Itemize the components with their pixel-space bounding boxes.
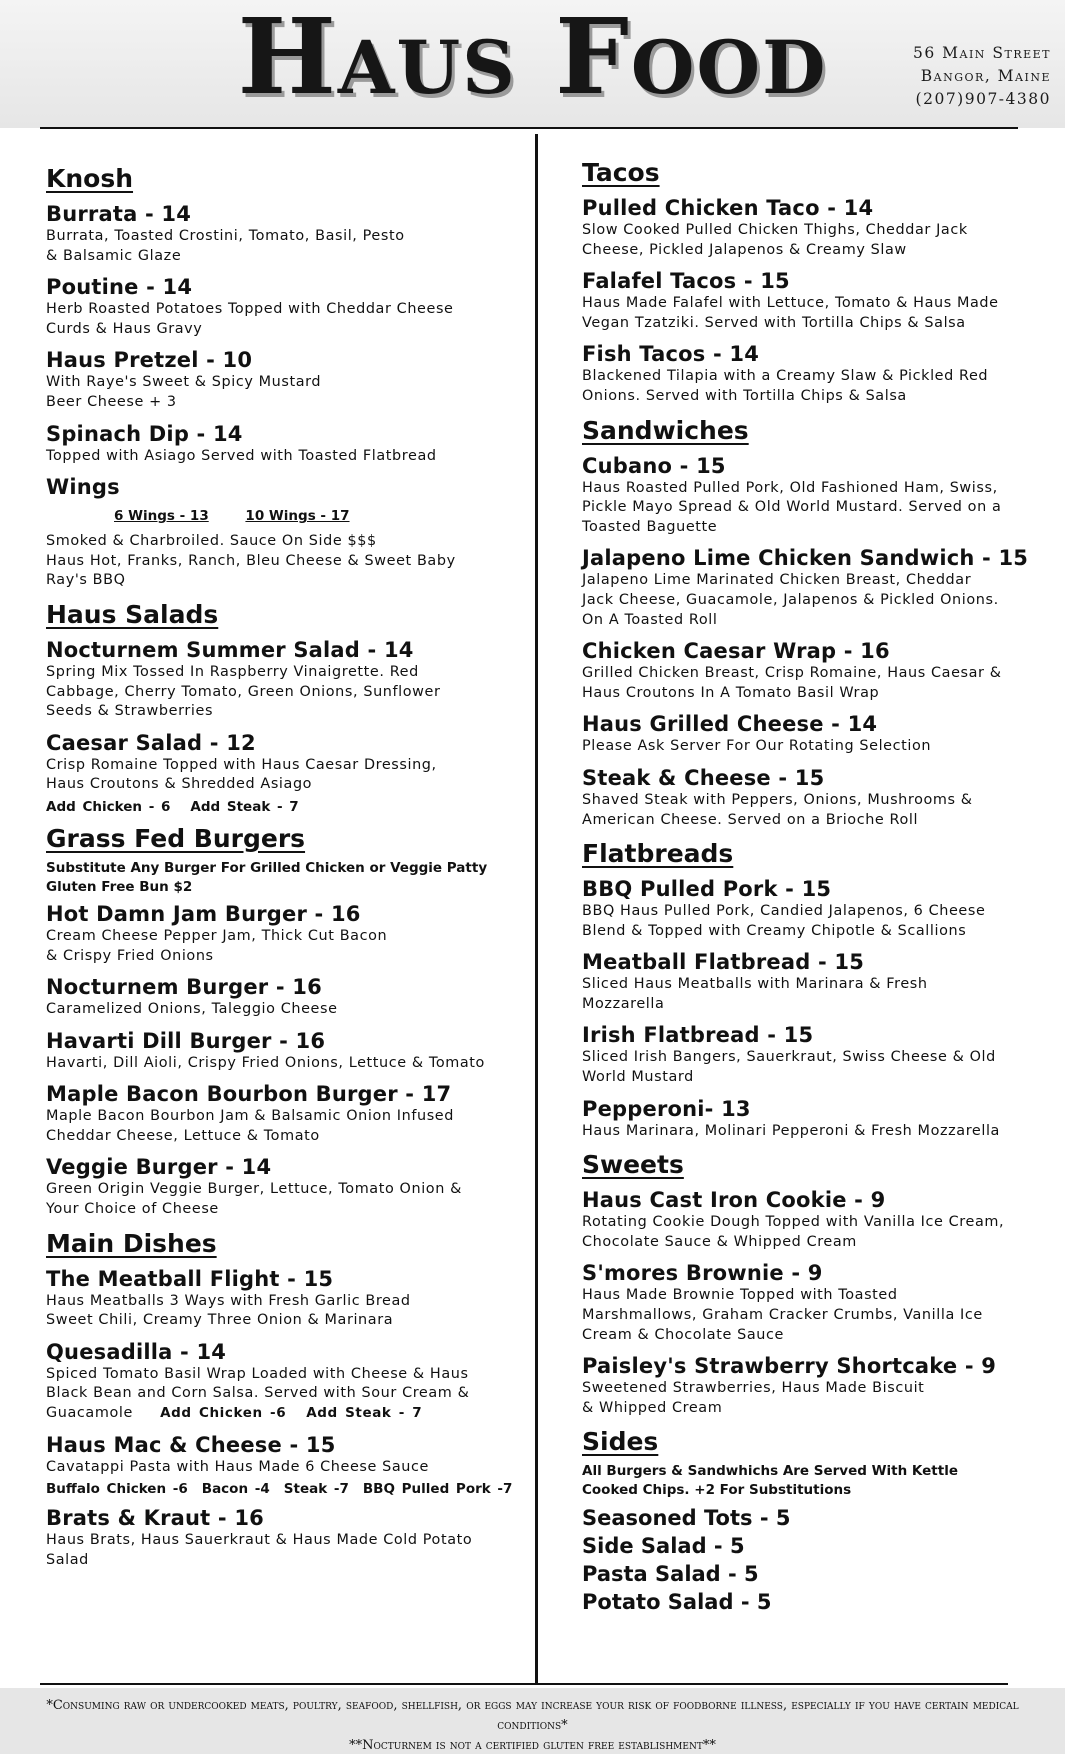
section-tacos (582, 157, 1052, 407)
section-heading: Sweets (582, 1150, 684, 1180)
item-desc: Please Ask Server For Our Rotating Selection (582, 738, 932, 755)
item-desc: With Raye's Sweet & Spicy Mustard Beer Cheese + 3 (46, 374, 322, 410)
item-desc: Cream Cheese Pepper Jam, Thick Cut Bacon & Crispy Fried Onions (46, 927, 388, 964)
menu-item (582, 711, 1052, 757)
section-heading: Grass Fed Burgers (46, 823, 306, 853)
burger-note: Substitute Any Burger For Grilled Chicken or Veggie Patty Gluten Free Bun $2 (46, 859, 488, 895)
item-desc: Crisp Romaine Topped with Haus Caesar Dressing, Haus Croutons & Shredded Asiago (46, 756, 437, 793)
item-name: Steak & Cheese - 15 (582, 765, 825, 790)
section-burgers (46, 823, 526, 1220)
item-name: Pulled Chicken Taco - 14 (582, 196, 874, 220)
item-desc: Cavatappi Pasta with Haus Made 6 Cheese Sauce (46, 1458, 429, 1475)
menu-item (582, 195, 1052, 260)
item-desc: Blackened Tilapia with a Creamy Slaw & Pickled Red Onions. Served with Tortilla Chips & Salsa (582, 368, 989, 404)
item-name: Quesadilla - 14 (46, 1339, 227, 1364)
wings-option: 6 Wings - 13 (114, 508, 209, 525)
section-heading: Tacos (582, 158, 660, 187)
header-divider (40, 127, 1018, 129)
item-name: Paisley's Strawberry Shortcake - 9 (582, 1354, 997, 1379)
section-heading: Sides (582, 1427, 659, 1457)
menu-item (582, 1022, 1052, 1087)
address-phone: (207)907-4380 (915, 90, 1051, 108)
item-name: Fish Tacos - 14 (582, 342, 760, 367)
section-sides (582, 1426, 1052, 1616)
address-block (913, 42, 1051, 111)
item-desc: Grilled Chicken Breast, Crisp Romaine, Haus Caesar & Haus Croutons In A Tomato Basil Wrap (582, 665, 1002, 701)
menu-item (582, 1096, 1052, 1142)
item-name: Nocturnem Burger - 16 (46, 975, 322, 1000)
item-desc: Topped with Asiago Served with Toasted Flatbread (46, 447, 437, 464)
side-item: Potato Salad - 5 (582, 1590, 772, 1615)
item-name: Meatball Flatbread - 15 (582, 950, 865, 975)
menu-item (46, 1081, 526, 1146)
item-name: Haus Cast Iron Cookie - 9 (582, 1188, 886, 1213)
menu-item (582, 453, 1052, 538)
section-sweets (582, 1149, 1052, 1418)
item-desc: Haus Roasted Pulled Pork, Old Fashioned Ham, Swiss, Pickle Mayo Spread & Old World Mustard. Served on a Toasted Baguette (582, 479, 1002, 535)
item-desc: Haus Meatballs 3 Ways with Fresh Garlic Bread Sweet Chili, Creamy Three Onion & Marinara (46, 1292, 411, 1329)
item-desc: Green Origin Veggie Burger, Lettuce, Tomato Onion & Your Choice of Cheese (46, 1181, 462, 1218)
side-item: Pasta Salad - 5 (582, 1562, 759, 1587)
menu-item (46, 974, 526, 1020)
item-desc: Haus Made Brownie Topped with Toasted Marshmallows, Graham Cracker Crumbs, Vanilla Ice Cream & Chocolate Sauce (582, 1287, 983, 1343)
side-item: Side Salad - 5 (582, 1534, 745, 1559)
item-desc: Spring Mix Tossed In Raspberry Vinaigrette. Red Cabbage, Cherry Tomato, Green Onions, Sunflower Seeds & Strawberries (46, 663, 441, 720)
item-desc: Slow Cooked Pulled Chicken Thighs, Cheddar Jack Cheese, Pickled Jalapenos & Creamy Slaw (582, 222, 968, 258)
item-name: Poutine - 14 (46, 275, 193, 300)
item-name: The Meatball Flight - 15 (46, 1266, 334, 1291)
menu-item (46, 201, 526, 266)
wings-option: 10 Wings - 17 (245, 508, 350, 525)
item-desc: Jalapeno Lime Marinated Chicken Breast, Cheddar Jack Cheese, Guacamole, Jalapenos & Pickled Onions. On A Toasted Roll (582, 572, 999, 628)
item-desc: Herb Roasted Potatoes Topped with Cheddar Cheese Curds & Haus Gravy (46, 301, 454, 337)
item-name: Nocturnem Summer Salad - 14 (46, 637, 414, 662)
menu-item (582, 876, 1052, 941)
section-heading: Knosh (46, 164, 134, 193)
item-desc: Burrata, Toasted Crostini, Tomato, Basil, Pesto & Balsamic Glaze (46, 228, 405, 264)
item-desc: Havarti, Dill Aioli, Crispy Fried Onions, Lettuce & Tomato (46, 1054, 485, 1071)
menu-item (582, 638, 1052, 703)
salad-addons: Add Chicken - 6 Add Steak - 7 (46, 798, 299, 815)
item-name: Irish Flatbread - 15 (582, 1023, 814, 1048)
address-street: 56 Main Street (913, 44, 1051, 62)
restaurant-title: Haus Food (237, 0, 828, 118)
item-name: Pepperoni- 13 (582, 1096, 751, 1121)
item-name: Caesar Salad - 12 (46, 730, 256, 755)
right-column (582, 157, 1052, 1622)
section-main-dishes (46, 1228, 526, 1571)
menu-item (46, 901, 526, 966)
menu-item (46, 1266, 526, 1331)
item-name: Veggie Burger - 14 (46, 1155, 272, 1180)
item-desc: Sliced Haus Meatballs with Marinara & Fresh Mozzarella (582, 976, 928, 1012)
header (0, 0, 1065, 128)
section-heading: Haus Salads (46, 599, 219, 629)
footer-divider (40, 1683, 1008, 1685)
wings-options (114, 508, 526, 524)
menu-item (46, 1339, 526, 1424)
menu-item (46, 347, 526, 412)
disclaimer-raw-food: *Consuming raw or undercooked meats, poultry, seafood, shellfish, or eggs may increase your risk of foodborne illness, especially if you have certain medical conditions* (46, 1698, 1019, 1733)
section-knosh (46, 163, 526, 591)
item-name: Brats & Kraut - 16 (46, 1506, 264, 1531)
side-item: Seasoned Tots - 5 (582, 1506, 791, 1531)
menu-item (582, 1353, 1052, 1418)
quesadilla-addons: Add Chicken -6 Add Steak - 7 (160, 1405, 423, 1422)
section-flatbreads (582, 838, 1052, 1141)
section-heading: Main Dishes (46, 1228, 217, 1258)
item-desc: Sliced Irish Bangers, Sauerkraut, Swiss Cheese & Old World Mustard (582, 1049, 996, 1086)
menu-item (46, 730, 526, 815)
menu-item (582, 1260, 1052, 1345)
menu-item (582, 341, 1052, 406)
item-desc: Spiced Tomato Basil Wrap Loaded with Cheese & Haus Black Bean and Corn Salsa. Served with Sour Cream & Guacamole Add Chicken -6 Add Steak - 7 (46, 1365, 470, 1422)
menu-item (582, 545, 1052, 630)
item-desc: Haus Made Falafel with Lettuce, Tomato & Haus Made Vegan Tzatziki. Served with Tortilla Chips & Salsa (582, 295, 999, 331)
address-city: Bangor, Maine (920, 67, 1051, 85)
section-heading: Flatbreads (582, 839, 734, 869)
left-column (46, 163, 526, 1578)
section-salads (46, 599, 526, 815)
item-desc: Rotating Cookie Dough Topped with Vanilla Ice Cream, Chocolate Sauce & Whipped Cream (582, 1214, 1005, 1250)
disclaimer-gluten: **Nocturnem is not a certified gluten free establishment** (349, 1738, 716, 1753)
item-desc: Haus Brats, Haus Sauerkraut & Haus Made Cold Potato Salad (46, 1532, 473, 1568)
item-desc: Sweetened Strawberries, Haus Made Biscuit & Whipped Cream (582, 1380, 925, 1416)
item-desc: Maple Bacon Bourbon Jam & Balsamic Onion Infused Cheddar Cheese, Lettuce & Tomato (46, 1108, 454, 1144)
item-name: Havarti Dill Burger - 16 (46, 1028, 326, 1053)
item-desc: Caramelized Onions, Taleggio Cheese (46, 1001, 338, 1018)
menu-item (582, 268, 1052, 333)
item-desc: Smoked & Charbroiled. Sauce On Side $$$ Haus Hot, Franks, Ranch, Bleu Cheese & Sweet Baby Ray's BBQ (46, 533, 456, 589)
item-name: Chicken Caesar Wrap - 16 (582, 639, 890, 664)
item-name: Haus Grilled Cheese - 14 (582, 712, 878, 737)
mac-addons: Buffalo Chicken -6 Bacon -4 Steak -7 BBQ Pulled Pork -7 (46, 1481, 513, 1498)
column-divider (535, 134, 538, 1684)
item-name: S'mores Brownie - 9 (582, 1261, 823, 1286)
item-desc: BBQ Haus Pulled Pork, Candied Jalapenos, 6 Cheese Blend & Topped with Creamy Chipotle & Scallions (582, 903, 986, 939)
footer-disclaimer (0, 1688, 1065, 1754)
menu-item (46, 421, 526, 467)
menu-item (46, 274, 526, 339)
menu-item (582, 1187, 1052, 1252)
item-name: Wings (46, 475, 120, 500)
item-name: Haus Mac & Cheese - 15 (46, 1432, 336, 1457)
item-name: BBQ Pulled Pork - 15 (582, 877, 832, 902)
sides-note: All Burgers & Sandwhichs Are Served With Kettle Cooked Chips. +2 For Substitutions (582, 1463, 958, 1499)
section-sandwiches (582, 415, 1052, 831)
item-name: Haus Pretzel - 10 (46, 348, 253, 373)
menu-item (46, 1154, 526, 1219)
menu-item (46, 1028, 526, 1074)
item-name: Hot Damn Jam Burger - 16 (46, 901, 361, 926)
item-name: Cubano - 15 (582, 453, 726, 478)
menu-item (46, 637, 526, 722)
section-heading: Sandwiches (582, 415, 749, 445)
item-name: Jalapeno Lime Chicken Sandwich - 15 (582, 546, 1029, 571)
item-name: Spinach Dip - 14 (46, 421, 243, 446)
item-name: Maple Bacon Bourbon Burger - 17 (46, 1082, 452, 1107)
menu-item (582, 949, 1052, 1014)
menu-item (46, 1505, 526, 1570)
menu-item-wings (46, 474, 526, 591)
item-desc: Haus Marinara, Molinari Pepperoni & Fresh Mozzarella (582, 1122, 1000, 1139)
item-name: Burrata - 14 (46, 202, 192, 226)
item-name: Falafel Tacos - 15 (582, 269, 790, 294)
menu-item (582, 765, 1052, 830)
menu-item (46, 1432, 526, 1498)
item-desc: Shaved Steak with Peppers, Onions, Mushrooms & American Cheese. Served on a Brioche Roll (582, 791, 973, 828)
